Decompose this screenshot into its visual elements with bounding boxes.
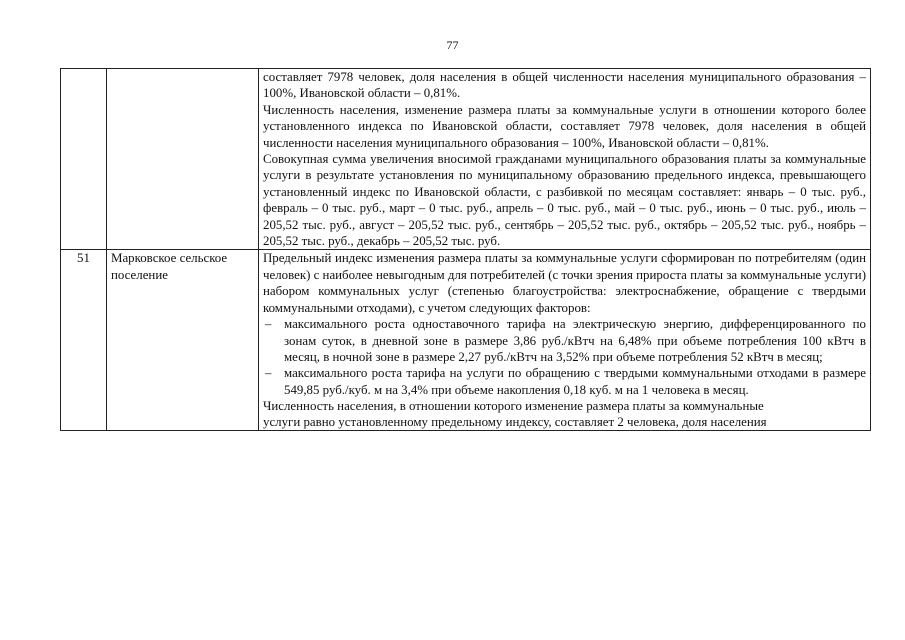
description-cell — [259, 250, 871, 431]
list-item — [263, 316, 866, 365]
row-number-cell — [61, 69, 107, 250]
dash-marker: – — [265, 317, 272, 332]
paragraph: услуги равно установленному предельному индексу, составляет 2 человека, доля населения — [263, 415, 767, 430]
list-item — [263, 365, 866, 398]
paragraph: Предельный индекс изменения размера платы за коммунальные услуги сформирован по потребителям (один человек) с наиболее невыгодным для потребителей (с точки зрения прироста платы за коммунальные услуги) набором коммунальных услуг (степенью благоустройства: электроснабжение, обращение с твердыми коммунальными отходами), с учетом следующих факторов: — [263, 251, 866, 315]
municipality-name-cell — [107, 69, 259, 250]
municipality-name-cell: Марковское сельское поселение — [107, 250, 259, 431]
row-number-cell: 51 — [61, 250, 107, 431]
description-cell — [259, 69, 871, 250]
dash-marker: – — [265, 366, 272, 381]
paragraph: Совокупная сумма увеличения вносимой гражданами муниципального образования платы за коммунальные услуги в результате установления по муниципальному образованию предельного индекса, превышающего установленный индекс по Ивановской области, с разбивкой по месяцам составляет: январь – 0 тыс. руб., февраль – 0 тыс. руб., март – 0 тыс. руб., апрель – 0 тыс. руб., май – 0 тыс. руб., июнь – 0 тыс. руб., июль – 205,52 тыс. руб., август – 205,52 тыс. руб., сентябрь – 205,52 тыс. руб., октябрь – 205,52 тыс. руб., ноябрь – 205,52 тыс. руб., декабрь – 205,52 тыс. руб. — [263, 152, 866, 249]
paragraph: Численность населения, в отношении которого изменение размера платы за коммунальные — [263, 399, 764, 414]
list-item-text: максимального роста тарифа на услуги по обращению с твердыми коммунальными отходами в размере 549,85 руб./куб. м на 3,4% при объеме накопления 0,18 куб. м на 1 человека в месяц. — [284, 366, 866, 397]
page-number: 77 — [446, 38, 459, 52]
list-item-text: максимального роста одноставочного тарифа на электрическую энергию, дифференцированного по зонам суток, в дневной зоне в размере 3,86 руб./кВтч на 6,48% при объеме потребления 100 кВтч в месяц, в ночной зоне в размере 2,27 руб./кВтч на 3,52% при объеме потребления 52 кВтч в месяц; — [284, 317, 866, 364]
table-row — [61, 250, 871, 431]
paragraph: Численность населения, изменение размера платы за коммунальные услуги в отношении которого более установленного индекса по Ивановской области, составляет 7978 человек, доля населения в общей численности населения муниципального образования – 100%, Ивановской области – 0,81%. — [263, 102, 866, 150]
factor-list — [263, 316, 866, 398]
document-table — [60, 68, 871, 431]
table-row — [61, 69, 871, 250]
paragraph: составляет 7978 человек, доля населения в общей численности населения муниципального образования – 100%, Ивановской области – 0,81%. — [263, 70, 866, 101]
